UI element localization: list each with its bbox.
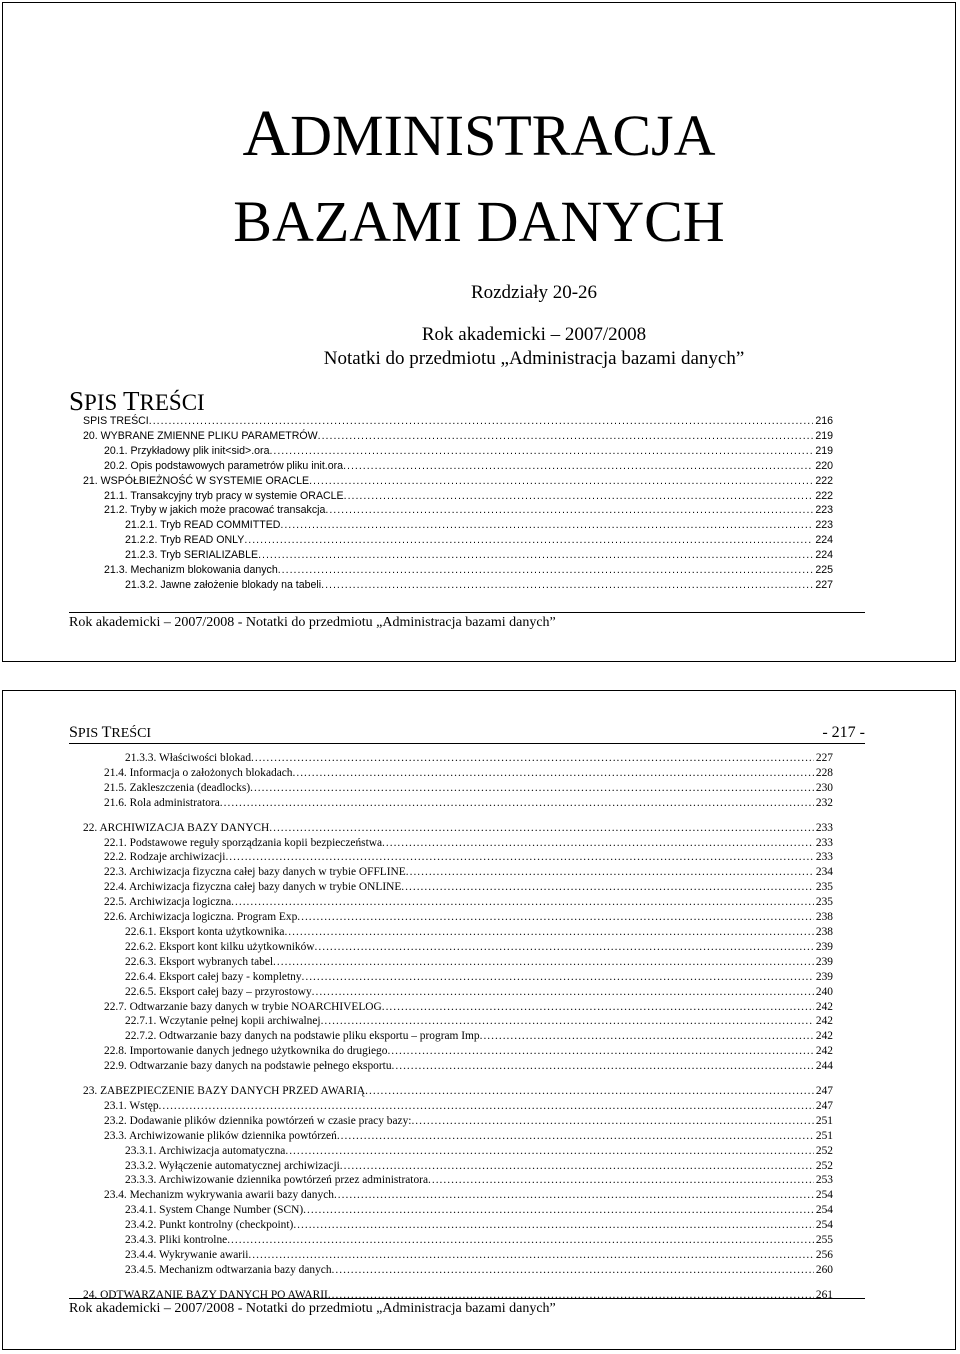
- toc-entry-label: 22.6.4. Eksport całej bazy - kompletny: [125, 970, 302, 983]
- toc-entry[interactable]: [83, 1014, 833, 1029]
- toc-entry[interactable]: [83, 1044, 833, 1059]
- toc-spacer: [83, 1074, 833, 1084]
- toc-entry-label: 22. ARCHIWIZACJA BAZY DANYCH: [83, 821, 270, 834]
- toc-leader-dots: [321, 1014, 814, 1029]
- toc-entry[interactable]: [83, 836, 833, 851]
- toc-entry-page: 233: [815, 821, 833, 834]
- toc-entry[interactable]: [83, 880, 833, 895]
- page-number: - 217 -: [822, 724, 865, 741]
- toc-leader-dots: [250, 781, 814, 796]
- page-footer: Rok akademicki – 2007/2008 - Notatki do przedmiotu „Administracja bazami danych”: [69, 1298, 865, 1316]
- toc-entry-page: 238: [815, 911, 833, 924]
- toc-entry-page: 252: [815, 1159, 833, 1172]
- toc-entry-label: 22.9. Odtwarzanie bazy danych na podstawie pełnego eksportu: [104, 1060, 392, 1073]
- toc-entry-page: 219: [815, 444, 833, 457]
- toc-entry-label: 23.2. Dodawanie plików dziennika powtórzeń w czasie pracy bazy:: [104, 1114, 412, 1127]
- toc-entry-page: 247: [815, 1099, 833, 1112]
- toc-entry-label: 22.1. Podstawowe reguły sporządzania kopii bezpieczeństwa: [104, 836, 383, 849]
- running-header-title: [69, 725, 151, 741]
- toc-entry[interactable]: [83, 796, 833, 811]
- toc-entry-label: 22.6.3. Eksport wybranych tabel: [125, 955, 274, 968]
- toc-entry-page: 254: [815, 1189, 833, 1202]
- toc-entry-page: 224: [815, 534, 833, 547]
- toc-leader-dots: [244, 533, 813, 548]
- toc-entry-page: 253: [815, 1174, 833, 1187]
- toc-entry-label: 23.4.5. Mechanizm odtwarzania bazy danych: [125, 1263, 332, 1276]
- toc-entry-page: 254: [815, 1204, 833, 1217]
- toc-leader-dots: [269, 444, 813, 459]
- toc-leader-dots: [387, 1044, 813, 1059]
- toc-leader-dots: [285, 1144, 814, 1159]
- toc-heading: [69, 388, 205, 415]
- toc-entry-label: 23.4. Mechanizm wykrywania awarii bazy danych: [104, 1189, 334, 1202]
- toc-entry-page: 224: [815, 549, 833, 562]
- toc-entry-page: 239: [815, 955, 833, 968]
- toc-entry-page: 233: [815, 836, 833, 849]
- toc-leader-dots: [325, 503, 813, 518]
- toc-entry-page: 234: [815, 866, 833, 879]
- toc-entry-label: 22.7.1. Wczytanie pełnej kopii archiwalnej: [125, 1015, 321, 1028]
- toc-entry-label: 22.6. Archiwizacja logiczna. Program Exp: [104, 911, 298, 924]
- toc-entry[interactable]: [83, 1218, 833, 1233]
- toc-entry-label: 21.6. Rola administratora: [104, 796, 220, 809]
- toc-entry[interactable]: [83, 1114, 833, 1129]
- toc-entry-page: 222: [815, 474, 833, 487]
- toc-entry-page: 238: [815, 925, 833, 938]
- toc-entry-label: 21.2.2. Tryb READ ONLY: [125, 534, 245, 547]
- toc-entry-label: 21.5. Zakleszczenia (deadlocks): [104, 781, 251, 794]
- academic-year: Rok akademicki – 2007/2008: [421, 324, 647, 345]
- toc-entry[interactable]: [83, 985, 833, 1000]
- toc-leader-dots: [344, 489, 814, 504]
- toc-entry-page: 260: [815, 1263, 833, 1276]
- toc-leader-dots: [293, 1218, 814, 1233]
- toc-leader-dots: [406, 865, 814, 880]
- toc-entry[interactable]: [83, 865, 833, 880]
- toc-leader-dots: [309, 474, 813, 489]
- toc-entry[interactable]: [83, 1000, 833, 1015]
- toc-spacer: [83, 1278, 833, 1288]
- toc-entry[interactable]: [83, 548, 833, 563]
- toc-entry-page: 251: [815, 1114, 833, 1127]
- header-initial-1: S: [69, 724, 78, 741]
- toc-leader-dots: [343, 459, 813, 474]
- toc-entry[interactable]: [83, 1084, 833, 1099]
- toc-leader-dots: [321, 578, 813, 593]
- toc-entry[interactable]: [83, 1263, 833, 1278]
- toc-entry-page: 220: [815, 459, 833, 472]
- toc-entry-page: 244: [815, 1060, 833, 1073]
- toc-entry-page: 252: [815, 1144, 833, 1157]
- toc-entry-label: 23.3.2. Wyłączenie automatycznej archiwizacji: [125, 1159, 340, 1172]
- toc-entry-page: 219: [815, 429, 833, 442]
- toc-entry-label: 23.4.3. Pliki kontrolne: [125, 1234, 228, 1247]
- toc-entry-page: 242: [815, 1045, 833, 1058]
- title-rest: DMINISTRACJA: [290, 103, 716, 168]
- toc-entry-label: 23.4.1. System Change Number (SCN): [125, 1204, 304, 1217]
- toc-entry[interactable]: [83, 474, 833, 489]
- toc-leader-dots: [302, 970, 814, 985]
- toc-leader-dots: [269, 821, 814, 836]
- toc-entry[interactable]: [83, 1159, 833, 1174]
- toc-leader-dots: [248, 1248, 813, 1263]
- toc-entry[interactable]: [83, 895, 833, 910]
- toc-entry-page: 261: [815, 1288, 833, 1301]
- header-part-1: PIS: [77, 726, 102, 741]
- toc-entry-page: 233: [815, 851, 833, 864]
- document-title-line2: BAZAMI DANYCH: [233, 189, 725, 254]
- toc-entry[interactable]: [83, 414, 833, 429]
- toc-entry-label: 23.4.2. Punkt kontrolny (checkpoint): [125, 1219, 294, 1232]
- toc-leader-dots: [278, 563, 814, 578]
- table-of-contents-continued: [83, 751, 833, 1303]
- toc-entry-label: 21.3.2. Jawne założenie blokady na tabeli: [125, 578, 322, 591]
- toc-leader-dots: [227, 1233, 814, 1248]
- toc-entry[interactable]: [83, 533, 833, 548]
- toc-leader-dots: [401, 880, 814, 895]
- document-page-1: [2, 2, 956, 662]
- toc-entry[interactable]: [83, 925, 833, 940]
- toc-entry[interactable]: [83, 444, 833, 459]
- toc-entry-page: 227: [815, 752, 833, 764]
- toc-entry-label: 22.2. Rodzaje archiwizacji: [104, 851, 226, 864]
- toc-leader-dots: [480, 1029, 814, 1044]
- toc-entry[interactable]: [83, 1029, 833, 1044]
- toc-leader-dots: [220, 796, 814, 811]
- toc-heading-initial-1: S: [69, 386, 85, 416]
- toc-entry-label: 22.6.1. Eksport konta użytkownika: [125, 925, 285, 938]
- toc-entry[interactable]: [83, 1248, 833, 1263]
- toc-entry[interactable]: [83, 578, 833, 593]
- toc-entry[interactable]: [83, 503, 833, 518]
- toc-leader-dots: [340, 1159, 814, 1174]
- toc-entry-label: 23. ZABEZPIECZENIE BAZY DANYCH PRZED AWARIĄ: [83, 1085, 366, 1098]
- toc-entry-label: 22.6.5. Eksport całej bazy – przyrostowy: [125, 985, 312, 998]
- toc-entry[interactable]: [83, 1099, 833, 1114]
- toc-entry[interactable]: [83, 489, 833, 504]
- toc-entry-label: 23.3. Archiwizowanie plików dziennika powtórzeń: [104, 1129, 337, 1142]
- toc-entry-page: 254: [815, 1219, 833, 1232]
- toc-entry[interactable]: [83, 955, 833, 970]
- toc-entry-label: 22.5. Archiwizacja logiczna: [104, 896, 232, 909]
- toc-entry-page: 235: [815, 881, 833, 894]
- toc-entry[interactable]: [83, 1144, 833, 1159]
- toc-entry-page: 232: [815, 796, 833, 809]
- toc-entry-page: 251: [815, 1129, 833, 1142]
- toc-entry-page: 239: [815, 970, 833, 983]
- toc-entry-label: 23.4.4. Wykrywanie awarii: [125, 1249, 249, 1261]
- toc-entry-label: 21.1. Transakcyjny tryb pracy w systemie ORACLE: [104, 489, 344, 502]
- table-of-contents: [83, 414, 833, 593]
- toc-entry[interactable]: [83, 781, 833, 796]
- document-title-line1: [3, 97, 955, 170]
- toc-entry-label: 22.3. Archiwizacja fizyczna całej bazy danych w trybie OFFLINE: [104, 866, 406, 879]
- toc-entry[interactable]: [83, 518, 833, 533]
- toc-entry-label: 22.6.2. Eksport kont kilku użytkowników: [125, 940, 315, 953]
- toc-entry-page: 242: [815, 1030, 833, 1043]
- toc-entry-label: 23.3.3. Archiwizowanie dziennika powtórzeń przez administratora: [125, 1174, 429, 1187]
- toc-entry-label: 20. WYBRANE ZMIENNE PLIKU PARAMETRÓW: [83, 429, 318, 442]
- toc-leader-dots: [312, 985, 814, 1000]
- document-page-2: [2, 690, 956, 1350]
- toc-entry-page: 247: [815, 1085, 833, 1098]
- toc-entry-page: 216: [815, 415, 833, 427]
- toc-leader-dots: [428, 1173, 814, 1188]
- toc-leader-dots: [318, 429, 814, 444]
- toc-entry-label: 21.3. Mechanizm blokowania danych: [104, 564, 278, 577]
- toc-leader-dots: [315, 940, 814, 955]
- toc-entry-label: 21.2.1. Tryb READ COMMITTED: [125, 519, 281, 532]
- toc-leader-dots: [231, 895, 814, 910]
- toc-entry-label: 24. ODTWARZANIE BAZY DANYCH PO AWARII: [83, 1288, 328, 1301]
- toc-entry-label: SPIS TREŚCI: [83, 415, 149, 427]
- page-header: [69, 725, 865, 744]
- toc-entry[interactable]: [83, 1173, 833, 1188]
- toc-entry-label: 22.7. Odtwarzanie bazy danych w trybie NOARCHIVELOG: [104, 1000, 382, 1013]
- toc-heading-initial-2: T: [123, 386, 140, 416]
- chapters-range: Rozdziały 20-26: [470, 282, 598, 303]
- toc-leader-dots: [382, 836, 814, 851]
- page-footer: Rok akademicki – 2007/2008 - Notatki do przedmiotu „Administracja bazami danych”: [69, 612, 865, 630]
- toc-entry[interactable]: [83, 1188, 833, 1203]
- toc-entry[interactable]: [83, 1059, 833, 1074]
- toc-entry-page: 240: [815, 985, 833, 998]
- toc-leader-dots: [382, 1000, 814, 1015]
- toc-entry-page: 256: [815, 1249, 833, 1261]
- toc-entry-page: 230: [815, 781, 833, 794]
- course-notes: Notatki do przedmiotu „Administracja bazami danych”: [323, 348, 745, 369]
- toc-entry-page: 242: [815, 1015, 833, 1028]
- toc-leader-dots: [159, 1099, 814, 1114]
- toc-entry[interactable]: [83, 821, 833, 836]
- toc-entry-label: 23.3.1. Archiwizacja automatyczna: [125, 1144, 286, 1157]
- toc-entry[interactable]: [83, 766, 833, 781]
- toc-leader-dots: [303, 1203, 814, 1218]
- toc-entry-page: 223: [815, 504, 833, 517]
- toc-entry-page: 228: [815, 766, 833, 779]
- toc-entry[interactable]: [83, 429, 833, 444]
- toc-entry-label: 20.2. Opis podstawowych parametrów pliku init.ora: [104, 459, 344, 472]
- toc-spacer: [83, 811, 833, 821]
- toc-entry[interactable]: [83, 1129, 833, 1144]
- toc-entry-label: 21. WSPÓŁBIEŻNOŚĆ W SYSTEMIE ORACLE: [83, 474, 310, 487]
- toc-entry-label: 22.7.2. Odtwarzanie bazy danych na podstawie pliku eksportu – program Imp: [125, 1030, 480, 1043]
- toc-leader-dots: [251, 751, 814, 766]
- toc-leader-dots: [273, 955, 814, 970]
- toc-leader-dots: [334, 1188, 814, 1203]
- toc-entry-label: 21.4. Informacja o założonych blokadach: [104, 766, 293, 779]
- toc-leader-dots: [365, 1084, 814, 1099]
- toc-entry-page: 227: [815, 578, 833, 591]
- toc-entry-page: 235: [815, 896, 833, 909]
- toc-entry[interactable]: [83, 563, 833, 578]
- header-part-2: REŚCI: [111, 726, 152, 741]
- toc-heading-part-2: REŚCI: [139, 390, 205, 415]
- toc-entry[interactable]: [83, 751, 833, 766]
- toc-leader-dots: [297, 910, 814, 925]
- toc-leader-dots: [392, 1059, 814, 1074]
- toc-entry-label: 21.2. Tryby w jakich może pracować transakcja: [104, 504, 326, 517]
- toc-entry-label: 21.3.3. Właściwości blokad: [125, 752, 252, 764]
- toc-leader-dots: [332, 1263, 814, 1278]
- header-initial-2: T: [101, 724, 112, 741]
- toc-leader-dots: [337, 1129, 814, 1144]
- toc-entry-label: 21.2.3. Tryb SERIALIZABLE: [125, 549, 259, 562]
- toc-entry-label: 20.1. Przykładowy plik init<sid>.ora: [104, 444, 270, 457]
- toc-entry-page: 255: [815, 1234, 833, 1247]
- toc-entry[interactable]: [83, 910, 833, 925]
- toc-leader-dots: [149, 414, 814, 429]
- toc-entry-page: 222: [815, 489, 833, 502]
- toc-entry-label: 22.8. Importowanie danych jednego użytkownika do drugiego: [104, 1045, 388, 1058]
- toc-leader-dots: [280, 518, 813, 533]
- toc-entry[interactable]: [83, 1203, 833, 1218]
- toc-entry[interactable]: [83, 970, 833, 985]
- toc-entry[interactable]: [83, 459, 833, 474]
- toc-entry[interactable]: [83, 940, 833, 955]
- toc-leader-dots: [225, 850, 813, 865]
- toc-heading-part-1: PIS: [84, 390, 124, 415]
- title-initial: A: [242, 97, 291, 170]
- toc-entry-page: 239: [815, 940, 833, 953]
- toc-leader-dots: [284, 925, 813, 940]
- toc-entry[interactable]: [83, 850, 833, 865]
- toc-entry-page: 225: [815, 564, 833, 577]
- toc-entry-page: 223: [815, 519, 833, 532]
- toc-entry[interactable]: [83, 1233, 833, 1248]
- toc-leader-dots: [411, 1114, 813, 1129]
- toc-entry-label: 22.4. Archiwizacja fizyczna całej bazy danych w trybie ONLINE: [104, 881, 402, 894]
- toc-leader-dots: [293, 766, 814, 781]
- toc-entry-page: 242: [815, 1000, 833, 1013]
- toc-leader-dots: [258, 548, 813, 563]
- toc-entry-label: 23.1. Wstęp: [104, 1099, 159, 1112]
